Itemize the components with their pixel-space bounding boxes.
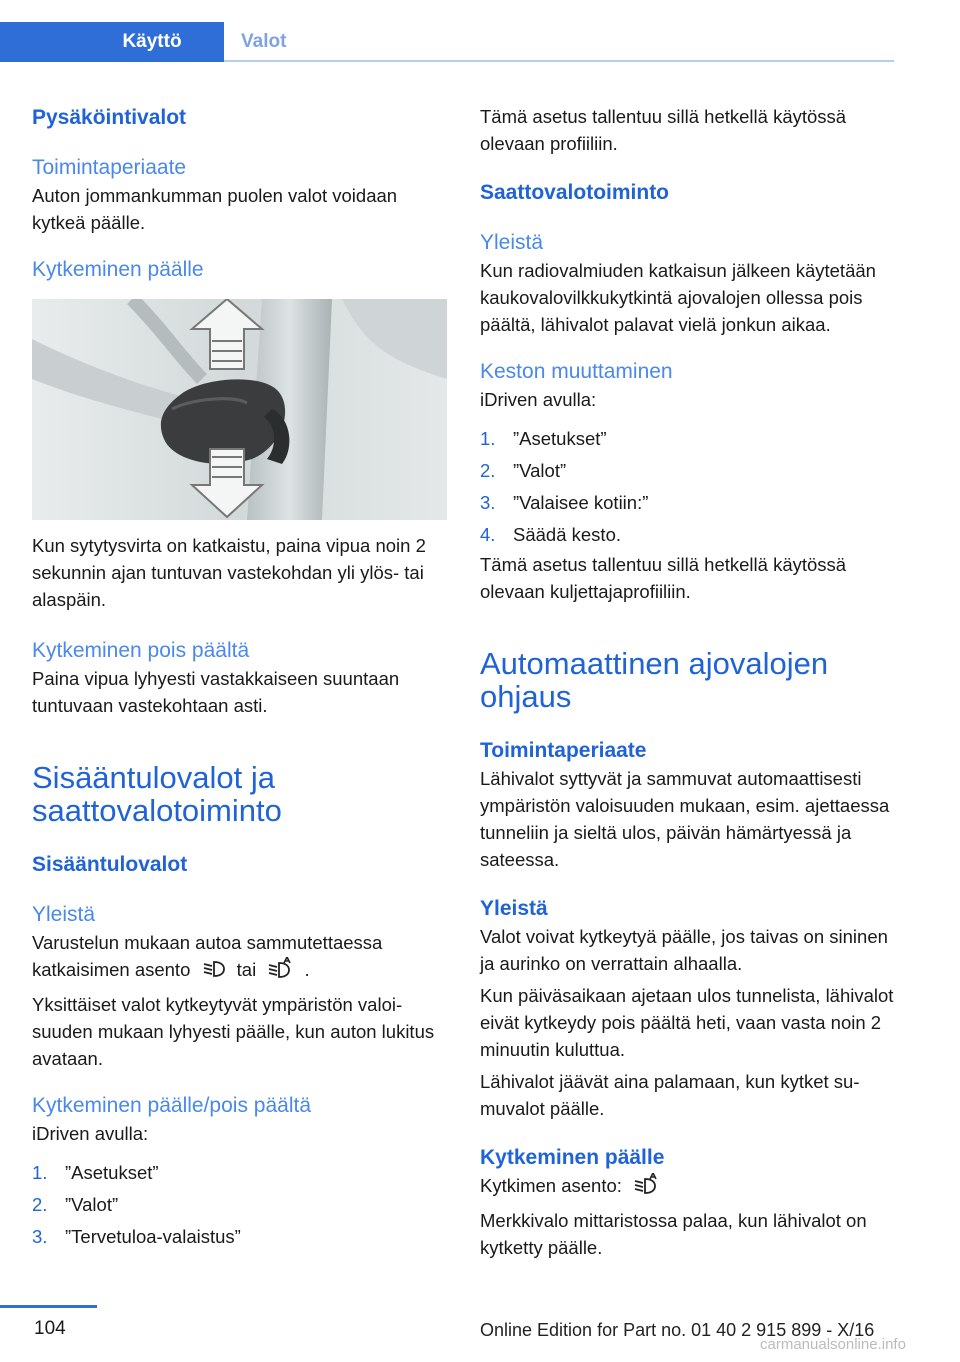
text-switch-position-label: Kytkimen asento: <box>480 1175 622 1196</box>
text-switch-off: Paina vipua lyhyesti vastakkaiseen suuntaan tuntuvaan vastekohtaan asti. <box>32 668 400 716</box>
list-item <box>480 455 898 487</box>
text-switch-on: Kun sytytysvirta on katkaistu, paina vipua noin 2 sekunnin ajan tuntuvan vastekohdan yli ylös- tai alaspäin. <box>32 535 426 610</box>
text-general-2: Yksittäiset valot kytkeytyvät ympäristön valoisuuden mukaan lyhyesti päälle, kun auton lukitus avataan. <box>32 994 435 1069</box>
page-header <box>0 22 894 62</box>
list-item <box>32 1157 450 1189</box>
list-number: 1. <box>480 428 496 449</box>
left-steps-list <box>32 1157 450 1253</box>
right-column <box>480 103 898 1261</box>
page-number: 104 <box>34 1318 66 1339</box>
heading-entry-escort: Sisääntulovalot ja saattovalotoiminto <box>32 760 282 828</box>
heading-parking-lights: Pysäköintivalot <box>32 106 187 129</box>
list-text: ”Valot” <box>513 460 567 481</box>
text-general-escort: Kun radiovalmiuden katkaisun jälkeen käytetään kaukovalovilkkukytkintä ajovalojen ollessa pois päältä, lähivalot palavat vielä jonkun aikaa. <box>480 260 876 335</box>
text-indicator: Merkkivalo mittaristossa palaa, kun lähivalot on kytketty päälle. <box>480 1210 867 1258</box>
text-idrive: iDriven avulla: <box>32 1123 149 1144</box>
text-idrive-right: iDriven avulla: <box>480 389 597 410</box>
heading-entry-lights: Sisääntulovalot <box>32 853 188 876</box>
heading-switch-on: Kytkeminen päälle <box>32 258 204 281</box>
list-text: ”Asetukset” <box>65 1162 159 1183</box>
list-item <box>480 487 898 519</box>
list-item <box>480 519 898 551</box>
heading-escort: Saattovalotoiminto <box>480 181 670 204</box>
list-text: Säädä kesto. <box>513 524 621 545</box>
left-column <box>32 100 450 1253</box>
text-general-right-c: Lähivalot jäävät aina palamaan, kun kytket sumuvalot päälle. <box>480 1071 860 1119</box>
text-switch-position <box>480 1172 898 1202</box>
list-number: 1. <box>32 1162 48 1183</box>
text-general-a: Varustelun mukaan autoa sammutettaessa katkaisimen asento <box>32 932 383 980</box>
list-number: 4. <box>480 524 496 545</box>
text-principle: Auton jommankumman puolen valot voidaan kytkeä päälle. <box>32 185 398 233</box>
heading-general: Yleistä <box>32 903 96 926</box>
automatic-headlight-icon <box>633 1173 659 1202</box>
list-item <box>32 1189 450 1221</box>
heading-general-escort: Yleistä <box>480 231 544 254</box>
heading-duration: Keston muuttaminen <box>480 360 673 383</box>
list-text: ”Tervetuloa-valaistus” <box>65 1226 241 1247</box>
heading-auto-headlights: Automaattinen ajovalojen ohjaus <box>480 646 829 714</box>
list-number: 2. <box>32 1194 48 1215</box>
list-text: ”Asetukset” <box>513 428 607 449</box>
heading-general-right: Yleistä <box>480 897 548 920</box>
text-saved-driver: Tämä asetus tallentuu sillä hetkellä käytössä olevaan kuljettajaprofiiliin. <box>480 554 847 602</box>
edition-text: Online Edition for Part no. 01 40 2 915 899 - X/16 <box>480 1320 875 1340</box>
list-text: ”Valot” <box>65 1194 119 1215</box>
list-item <box>32 1221 450 1253</box>
text-general <box>32 929 450 986</box>
list-number: 3. <box>480 492 496 513</box>
tab-valot[interactable]: Valot <box>241 31 287 52</box>
automatic-headlight-icon <box>267 957 293 986</box>
heading-onoff: Kytkeminen päälle/pois päältä <box>32 1094 312 1117</box>
heading-switch-off: Kytkeminen pois päältä <box>32 639 250 662</box>
text-general-or: tai <box>236 959 257 980</box>
right-steps-list <box>480 423 898 551</box>
list-number: 2. <box>480 460 496 481</box>
heading-switch-on-right: Kytkeminen päälle <box>480 1146 665 1169</box>
text-principle-right: Lähivalot syttyvät ja sammuvat automaattisesti ympäristön valoisuuden mukaan, esim. ajettaessa tunneliin ja sieltä ulos, päivän hämärtyessä ja sateessa. <box>480 768 890 870</box>
lever-illustration <box>32 299 447 520</box>
tab-kaytto[interactable] <box>0 22 224 62</box>
text-saved-profile: Tämä asetus tallentuu sillä hetkellä käytössä olevaan profiiliin. <box>480 106 847 154</box>
heading-principle-right: Toimintaperiaate <box>480 739 647 762</box>
text-general-right-a: Valot voivat kytkeytyä päälle, jos taivas on sininen ja aurinko on verrattain alhaalla. <box>480 926 888 974</box>
list-number: 3. <box>32 1226 48 1247</box>
list-text: ”Valaisee kotiin:” <box>513 492 649 513</box>
text-general-right-b: Kun päiväsaikaan ajetaan ulos tunnelista, lähivalot eivät kytkeydy pois päältä heti, vaan vasta noin 2 minuutin kuluttua. <box>480 985 894 1060</box>
tab-kaytto-label: Käyttö <box>122 31 182 52</box>
text-general-end: . <box>304 959 310 980</box>
lever-image-icon <box>32 299 447 520</box>
footer-rule <box>0 1305 97 1308</box>
low-beam-headlight-icon <box>202 959 226 986</box>
heading-principle: Toimintaperiaate <box>32 156 187 179</box>
list-item <box>480 423 898 455</box>
watermark: carmanualsonline.info <box>760 1336 906 1353</box>
